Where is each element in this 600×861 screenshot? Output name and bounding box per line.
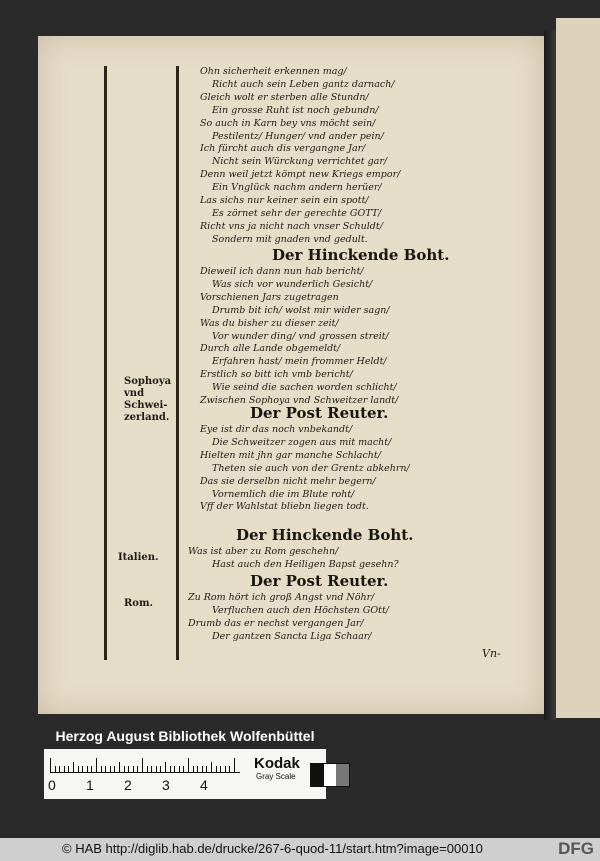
poem-line: Zu Rom hört ich groß Angst vnd Nöhr/ (188, 592, 375, 603)
copyright-link[interactable]: © HAB http://diglib.hab.de/drucke/267-6-quod-11/start.htm?image=00010 (62, 841, 483, 856)
margin-rule-inner (176, 66, 179, 660)
poem-line: Ein grosse Ruht ist noch gebundn/ (212, 104, 379, 116)
ruler-tick (82, 766, 83, 772)
ruler-tick (87, 766, 88, 772)
ruler-tick (114, 766, 115, 772)
poem-line: Dieweil ich dann nun hab bericht/ (200, 266, 364, 277)
poem-line: Durch alle Lande obgemeldt/ (200, 343, 341, 355)
ruler-tick (183, 766, 184, 772)
ruler-tick (206, 766, 207, 772)
margin-rule-left (104, 66, 107, 660)
speaker-heading: Der Post Reuter. (250, 404, 389, 422)
poem-line: Las sichs nur keiner sein ein spott/ (200, 195, 369, 206)
ruler-tick (170, 766, 171, 772)
poem-line: Nicht sein Würckung verrichtet gar/ (212, 156, 388, 168)
next-page-edge (556, 18, 600, 718)
ruler-tick (202, 766, 203, 772)
ruler-tick (234, 758, 235, 772)
swatch-gray (336, 764, 349, 786)
poem-line: Richt auch sein Leben gantz darnach/ (212, 78, 395, 90)
ruler-tick (124, 766, 125, 772)
ruler-number: 1 (86, 777, 94, 793)
catchword: Vn- (482, 647, 501, 660)
poem-line: Wie seind die sachen worden schlicht/ (212, 382, 397, 394)
ruler-tick (119, 762, 120, 772)
poem-line: Ein Vnglück nachm andern herüer/ (212, 182, 382, 194)
poem-line: Hast auch den Heiligen Bapst gesehn? (212, 558, 399, 570)
poem-line: Richt vns ja nicht nach vnser Schuldt/ (200, 220, 383, 232)
poem-line: Vor wunder ding/ vnd grossen streit/ (212, 330, 389, 342)
library-name: Herzog August Bibliothek Wolfenbüttel (44, 723, 326, 749)
poem-line: Hielten mit jhn gar manche Schlacht/ (200, 449, 381, 461)
poem-line: Was du bisher zu dieser zeit/ (200, 317, 339, 329)
footer-bar (0, 838, 600, 861)
ruler-tick (216, 766, 217, 772)
ruler-tick (73, 762, 74, 772)
poem-line: Vorschienen Jars zugetragen (200, 291, 339, 303)
poem-line: Theten sie auch von der Grentz abkehrn/ (212, 462, 410, 474)
poem-line: Der gantzen Sancta Liga Schaar/ (212, 630, 372, 642)
poem-line: So auch in Karn bey vns möcht sein/ (200, 117, 376, 129)
gray-scale-label: Gray Scale (256, 772, 296, 781)
ruler-tick (179, 766, 180, 772)
speaker-heading: Der Hinckende Boht. (236, 526, 414, 544)
ruler-tick (165, 762, 166, 772)
library-color-card (44, 723, 326, 799)
ruler-tick (50, 758, 51, 772)
poem-line: Denn weil jetzt kömpt new Kriegs empor/ (200, 169, 401, 181)
ruler-tick (101, 766, 102, 772)
ruler-tick (59, 766, 60, 772)
ruler-tick (197, 766, 198, 772)
ruler-tick (220, 766, 221, 772)
ruler-tick (55, 766, 56, 772)
poem-line: Es zörnet sehr der gerechte GOTT/ (212, 207, 382, 219)
speaker-heading: Der Post Reuter. (250, 572, 389, 590)
ruler-tick (78, 766, 79, 772)
ruler-number: 0 (48, 777, 56, 793)
ruler-number: 2 (124, 777, 132, 793)
ruler-tick (147, 766, 148, 772)
kodak-logo: Kodak (254, 755, 300, 772)
poem-line: Drumb das er nechst vergangen Jar/ (188, 617, 364, 629)
ruler-number: 4 (200, 777, 208, 793)
ruler-tick (225, 766, 226, 772)
dfg-logo: DFG (558, 839, 594, 858)
poem-line: Das sie derselbn nicht mehr begern/ (200, 475, 376, 487)
ruler-tick (156, 766, 157, 772)
poem-line: Erfahren hast/ mein frommer Heldt/ (212, 356, 387, 368)
poem-line: Vff der Wahlstat bliebn liegen todt. (200, 501, 369, 513)
ruler-tick (160, 766, 161, 772)
ruler-tick (174, 766, 175, 772)
ruler-number: 3 (162, 777, 170, 793)
poem-line: Verfluchen auch den Höchsten GOtt/ (212, 604, 389, 616)
book-gutter (544, 30, 556, 720)
poem-line: Eye ist dir das noch vnbekandt/ (200, 424, 353, 435)
margin-note-sophoya: Sophoya vnd Schwei- zerland. (124, 376, 172, 423)
ruler-tick (128, 766, 129, 772)
ruler-tick (229, 766, 230, 772)
ruler-tick (211, 762, 212, 772)
ruler-scale (50, 756, 240, 773)
poem-line: Was ist aber zu Rom geschehn/ (188, 546, 339, 557)
swatch-black (311, 764, 324, 786)
ruler-tick (68, 766, 69, 772)
poem-line: Gleich wolt er sterben alle Stundn/ (200, 91, 369, 103)
ruler-tick (151, 766, 152, 772)
ruler-tick (188, 758, 189, 772)
ruler-tick (137, 766, 138, 772)
ruler-tick (96, 758, 97, 772)
ruler-tick (133, 766, 134, 772)
margin-note-italien: Italien. (118, 552, 159, 563)
ruler-tick (64, 766, 65, 772)
poem-line: Vornemlich die im Blute roht/ (212, 488, 355, 500)
ruler-tick (142, 758, 143, 772)
swatch-white (324, 764, 337, 786)
poem-line: Was sich vor wunderlich Gesicht/ (212, 278, 373, 290)
poem-line: Die Schweitzer zogen aus mit macht/ (212, 436, 392, 448)
poem-line: Erstlich so bitt ich vmb bericht/ (200, 369, 353, 381)
ruler-tick (91, 766, 92, 772)
poem-line: Ohn sicherheit erkennen mag/ (200, 66, 347, 77)
poem-line: Pestilentz/ Hunger/ vnd ander pein/ (212, 130, 384, 142)
poem-line: Zwischen Sophoya vnd Schweitzer landt/ (200, 395, 399, 406)
ruler-tick (193, 766, 194, 772)
ruler-tick (110, 766, 111, 772)
poem-line: Ich fürcht auch dis vergangne Jar/ (200, 143, 366, 155)
poem-line: Sondern mit gnaden vnd gedult. (212, 233, 368, 245)
gray-swatches (310, 763, 350, 787)
margin-note-rom: Rom. (124, 598, 154, 609)
ruler-tick (105, 766, 106, 772)
poem-line: Drumb bit ich/ wolst mir wider sagn/ (212, 304, 390, 316)
speaker-heading: Der Hinckende Boht. (272, 246, 450, 264)
